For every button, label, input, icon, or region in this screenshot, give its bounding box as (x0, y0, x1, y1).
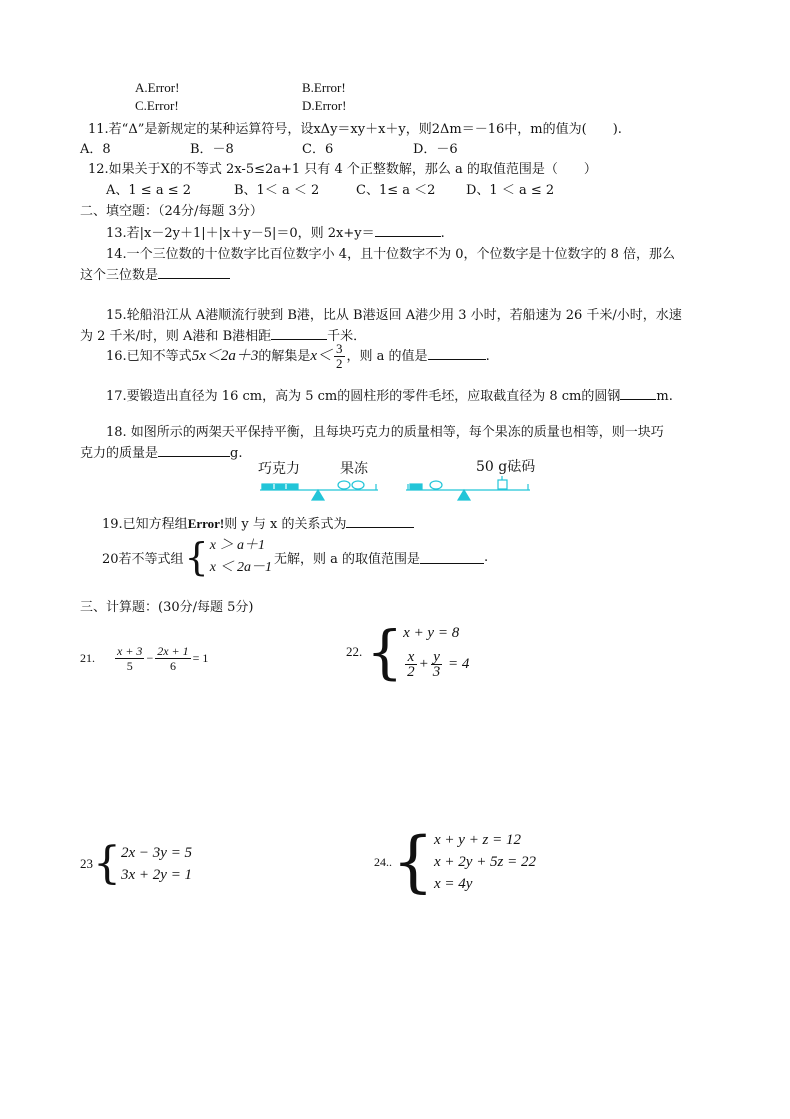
q17-text: 17.要锻造出直径为 16 cm，高为 5 cm的圆柱形的零件毛坯，应取截直径为 8 cm的圆钢 (106, 389, 621, 404)
q22-system: x + y = 8 $\frac{x}{2}$ + $\frac{y}{3}$ = 4 (403, 625, 470, 681)
q14-line2 (80, 264, 230, 283)
q15-text-a: 为 2 千米/时，则 A港和 B港相距 (80, 329, 272, 344)
q15-answer-blank[interactable] (271, 327, 327, 340)
q22 (346, 620, 469, 684)
q12-option-b: B、1＜ a ＜ 2 (234, 183, 320, 198)
q11-option-a: A．8 (80, 142, 111, 157)
label-chocolate: 巧克力 (258, 461, 300, 477)
q23-brace: { (93, 838, 121, 889)
q18-answer-blank[interactable] (158, 444, 230, 457)
q19-answer-blank[interactable] (346, 515, 414, 528)
q11-option-b: B．－8 (190, 142, 234, 157)
q21-rhs: = 1 (192, 651, 209, 665)
q21-fraction-2: $\frac{2x + 1}{6}$ (157, 644, 189, 673)
q24-label: 24.. (374, 854, 392, 869)
q14-text: 这个三位数是 (80, 268, 159, 283)
q19-prefix: 19.已知方程组 (102, 517, 188, 532)
q21 (80, 644, 208, 673)
q24 (374, 823, 537, 900)
q13: 13.若|x－2y＋1|＋|x＋y－5|＝0，则 2x+y＝ . (106, 226, 445, 241)
section-fill-in-title: 二、填空题：（24分/每题 3分） (80, 204, 263, 219)
q22-label: 22. (346, 644, 363, 659)
q16-solution-lhs: x＜ (310, 348, 333, 364)
q16-fraction: $\frac{3}{2}$ (336, 341, 343, 371)
q15-line1: 15.轮船沿江从 A港顺流行驶到 B港，比从 B港返回 A港少用 3 小时，若船速为 26 千米/小时，水速 (106, 308, 682, 323)
q16: 16.已知不等式5x＜2a＋3的解集是x＜ $\frac{3}{2}$ ，则 a 的值是 . (106, 341, 490, 371)
q11-option-c: C．6 (302, 142, 334, 157)
q11-text: 11.若“Δ”是新规定的某种运算符号，设xΔy＝xy＋x＋y，则2Δm＝－16中，m的值为( ). (88, 122, 622, 137)
q18-unit: g. (230, 446, 243, 461)
q20: 20若不等式组 { x ＞ a＋1 x ＜ 2a－1 无解，则 a 的取值范围是 . (102, 535, 489, 579)
q19-error: Error! (187, 516, 225, 531)
q10-option-d: D.Error! (302, 98, 347, 113)
q22-brace: { (366, 618, 404, 686)
q21-minus: − (146, 651, 154, 665)
q13-text: 13.若|x－2y＋1|＋|x＋y－5|＝0，则 2x+y＝ (106, 226, 375, 241)
q19 (102, 513, 414, 532)
q24-system: x + y + z = 12 x + 2y + 5z = 22 x = 4y (434, 832, 537, 892)
q16-answer-blank[interactable] (428, 347, 486, 360)
q24-brace: { (392, 823, 434, 900)
q19-suffix: 则 y 与 x 的关系式为 (224, 517, 347, 532)
q10-option-b: B.Error! (302, 80, 346, 95)
q10-option-a: A.Error! (135, 80, 180, 95)
label-weight: 50 g砝码 (476, 459, 536, 475)
q14-answer-blank[interactable] (158, 266, 230, 279)
balance-scales-icon (254, 474, 544, 510)
q12-option-d: D、1 ＜ a ≤ 2 (466, 183, 555, 198)
q15-text-b: 千米． (327, 329, 367, 344)
q16-prefix: 16.已知不等式 (106, 349, 192, 364)
q10-option-c: C.Error! (135, 98, 179, 113)
q17-answer-blank[interactable] (620, 387, 656, 400)
q23-label: 23 (80, 856, 93, 871)
q12-text: 12.如果关于X的不等式 2x-5≤2a+1 只有 4 个正整数解，那么 a 的取值范围是（ ） (88, 162, 597, 177)
q14-line1: 14.一个三位数的十位数字比百位数字小 4，且十位数字不为 0，个位数字是十位数字的 8 倍，那么 (106, 247, 676, 262)
q20-suffix: 无解，则 a 的取值范围是 (273, 551, 420, 567)
q20-answer-blank[interactable] (420, 551, 484, 564)
q18-text: 克力的质量是 (80, 446, 159, 461)
q18-line2 (80, 442, 242, 461)
q16-mid: 的解集是 (258, 349, 311, 364)
q18-line1: 18. 如图所示的两架天平保持平衡，且每块巧克力的质量相等，每个果冻的质量也相等，则一块巧 (106, 425, 664, 440)
section-calc-title: 三、计算题：(30分/每题 5分) (80, 600, 254, 615)
q13-answer-blank[interactable] (375, 224, 441, 237)
label-jelly: 果冻 (340, 461, 368, 477)
q12-option-a: A、1 ≤ a ≤ 2 (106, 183, 191, 198)
q16-inequality: 5x＜2a＋3 (191, 348, 259, 364)
q21-fraction-1: $\frac{x + 3}{5}$ (117, 644, 143, 673)
q16-tail: ，则 a 的值是 (346, 349, 428, 364)
q23-system: 2x − 3y = 5 3x + 2y = 1 (121, 845, 193, 883)
q12-option-c: C、1≤ a ＜2 (356, 183, 436, 198)
q17-unit: m. (656, 389, 673, 404)
q11-option-d: D．－6 (413, 142, 458, 157)
q18-balance-figure (254, 458, 544, 510)
q23 (80, 840, 192, 888)
q20-system: x ＞ a＋1 x ＜ 2a－1 (209, 538, 272, 575)
q20-brace: { (184, 535, 209, 579)
q17 (106, 385, 673, 404)
q20-prefix: 20若不等式组 (102, 551, 184, 567)
q21-label: 21. (80, 651, 95, 665)
